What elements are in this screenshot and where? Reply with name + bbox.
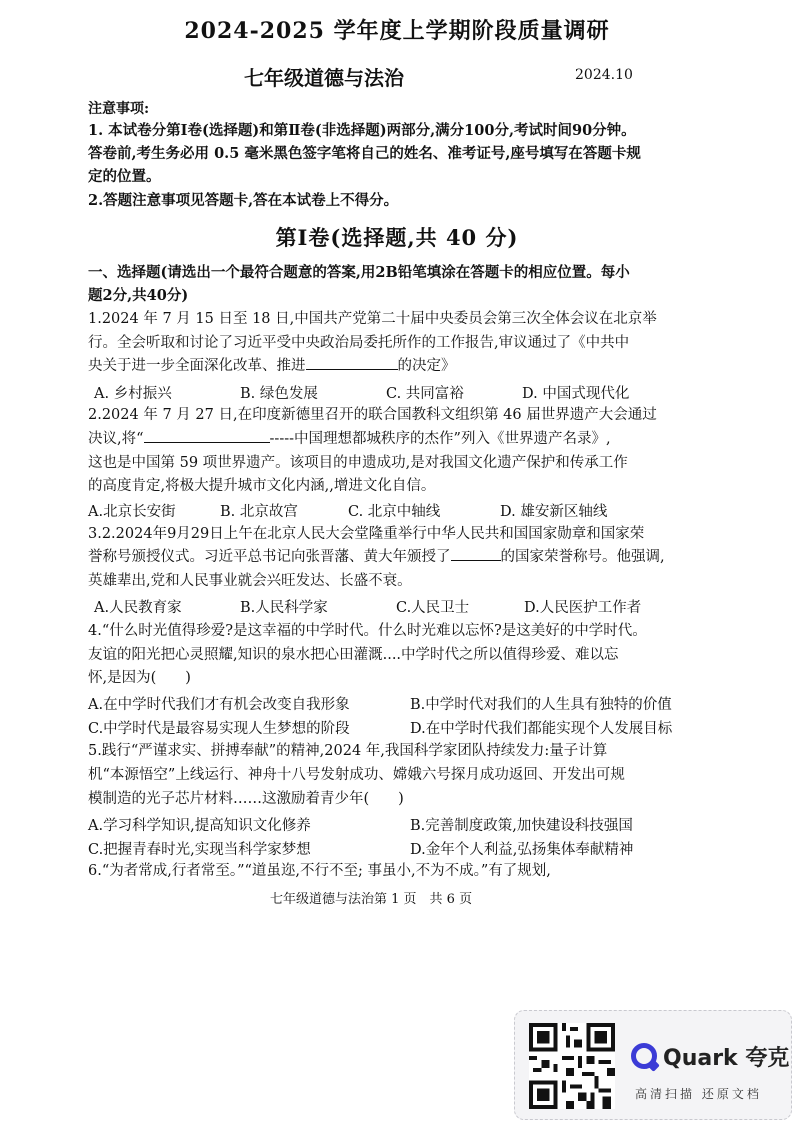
option-a: A.学习科学知识,提高知识文化修养 <box>88 818 311 834</box>
quark-logo-icon <box>631 1043 657 1069</box>
notice-line: 2.答题注意事项见答题卡,答在本试卷上不得分。 <box>88 192 399 209</box>
option-c: C. 共同富裕 <box>386 386 464 402</box>
question-4-line: 怀,是因为( ) <box>88 670 191 686</box>
question-6-line: 6.“为者常成,行者常至。”“道虽迩,不行不至; 事虽小,不为不成。”有了规划, <box>88 863 551 879</box>
option-d: D.在中学时代我们都能实现个人发展目标 <box>410 721 673 737</box>
qr-code-icon <box>529 1023 615 1109</box>
notice-line: 定的位置。 <box>88 168 161 185</box>
question-3-line: 3.2.2024年9月29日上午在北京人民大会堂隆重举行中华人民共和国国家勋章和国家荣 <box>88 526 645 542</box>
option-b: B.中学时代对我们的人生具有独特的价值 <box>410 697 672 713</box>
option-d: D. 雄安新区轴线 <box>500 504 608 520</box>
notice-line: 1. 本试卷分第Ⅰ卷(选择题)和第Ⅱ卷(非选择题)两部分,满分100分,考试时间90分钟。 <box>88 122 636 139</box>
question-4-line: 4.“什么时光值得珍爱?是这幸福的中学时代。什么时光难以忘怀?是这美好的中学时代。 <box>88 623 647 639</box>
question-2-line: 2.2024 年 7 月 27 日,在印度新德里召开的联合国教科文组织第 46 届世界遗产大会通过 <box>88 407 657 423</box>
option-a: A.在中学时代我们才有机会改变自我形象 <box>88 697 350 713</box>
question-1-line: 行。全会听取和讨论了习近平受中央政治局委托所作的工作报告,审议通过了《中共中 <box>88 335 630 351</box>
question-3-text: 誉称号颁授仪式。习近平总书记向张晋藩、黄大年颁授了 <box>88 549 451 565</box>
notice-heading: 注意事项: <box>88 101 150 117</box>
section-instruction: 一、选择题(请选出一个最符合题意的答案,用2B铅笔填涂在答题卡的相应位置。每小 <box>88 264 630 281</box>
option-b: B.人民科学家 <box>240 600 328 616</box>
question-5-line: 模制造的光子芯片材料……这激励着青少年( ) <box>88 791 404 807</box>
question-2-line: 这也是中国第 59 项世界遗产。该项目的申遗成功,是对我国文化遗产保护和传承工作 <box>88 455 628 471</box>
brand-name: Quark 夸克 <box>663 1046 790 1071</box>
question-2-line <box>88 428 611 450</box>
answer-blank <box>144 428 270 443</box>
page-footer: 七年级道德与法治第 1 页 共 6 页 <box>270 892 473 907</box>
option-a: A.北京长安街 <box>88 504 176 520</box>
option-b: B.完善制度政策,加快建设科技强国 <box>410 818 633 834</box>
option-b: B. 北京故宫 <box>220 504 298 520</box>
option-a: A. 乡村振兴 <box>94 386 172 402</box>
brand-slogan: 高清扫描 还原文档 <box>635 1087 762 1101</box>
option-b: B. 绿色发展 <box>240 386 318 402</box>
exam-date: 2024.10 <box>575 67 633 83</box>
question-3-text: 的国家荣誉称号。他强调, <box>500 549 665 565</box>
question-5-line: 5.践行“严谨求实、拼搏奉献”的精神,2024 年,我国科学家团队持续发力:量子计算 <box>88 743 608 759</box>
question-1-text: 的决定》 <box>397 358 456 374</box>
option-d: D.金年个人利益,弘扬集体奉献精神 <box>410 842 634 858</box>
option-c: C.中学时代是最容易实现人生梦想的阶段 <box>88 721 350 737</box>
option-a: A.人民教育家 <box>94 600 182 616</box>
question-2-text: 决议,将“ <box>88 431 144 447</box>
question-1-line: 1.2024 年 7 月 15 日至 18 日,中国共产党第二十届中央委员会第三次全体会议在北京举 <box>88 311 657 327</box>
notice-line: 答卷前,考生务必用 0.5 毫米黑色签字笔将自己的姓名、准考证号,座号填写在答题卡规 <box>88 145 641 162</box>
option-d: D.人民医护工作者 <box>524 600 642 616</box>
question-4-line: 友谊的阳光把心灵照耀,知识的泉水把心田灌溉....中学时代之所以值得珍爱、难以忘 <box>88 647 619 663</box>
exam-subject: 七年级道德与法治 <box>244 66 404 90</box>
question-2-text: -----中国理想都城秩序的杰作”列入《世界遗产名录》, <box>269 431 611 447</box>
question-1-line <box>88 355 456 377</box>
question-1-text: 央关于进一步全面深化改革、推进 <box>88 358 306 374</box>
answer-blank <box>451 546 501 561</box>
question-3-line: 英雄辈出,党和人民事业就会兴旺发达、长盛不衰。 <box>88 573 412 589</box>
question-3-line <box>88 546 665 568</box>
section-instruction: 题2分,共40分) <box>88 287 189 304</box>
option-c: C.人民卫士 <box>396 600 470 616</box>
answer-blank <box>306 355 398 370</box>
section-title: 第Ⅰ卷(选择题,共 40 分) <box>275 225 519 250</box>
question-2-line: 的高度肯定,将极大提升城市文化内涵,,增进文化自信。 <box>88 478 436 494</box>
option-c: C. 北京中轴线 <box>348 504 441 520</box>
option-c: C.把握青春时光,实现当科学家梦想 <box>88 842 311 858</box>
option-d: D. 中国式现代化 <box>522 386 630 402</box>
question-5-line: 机“本源悟空”上线运行、神舟十八号发射成功、嫦娥六号探月成功返回、开发出可规 <box>88 767 625 783</box>
exam-title: 2024-2025 学年度上学期阶段质量调研 <box>184 18 610 44</box>
scanner-watermark <box>514 1010 792 1120</box>
